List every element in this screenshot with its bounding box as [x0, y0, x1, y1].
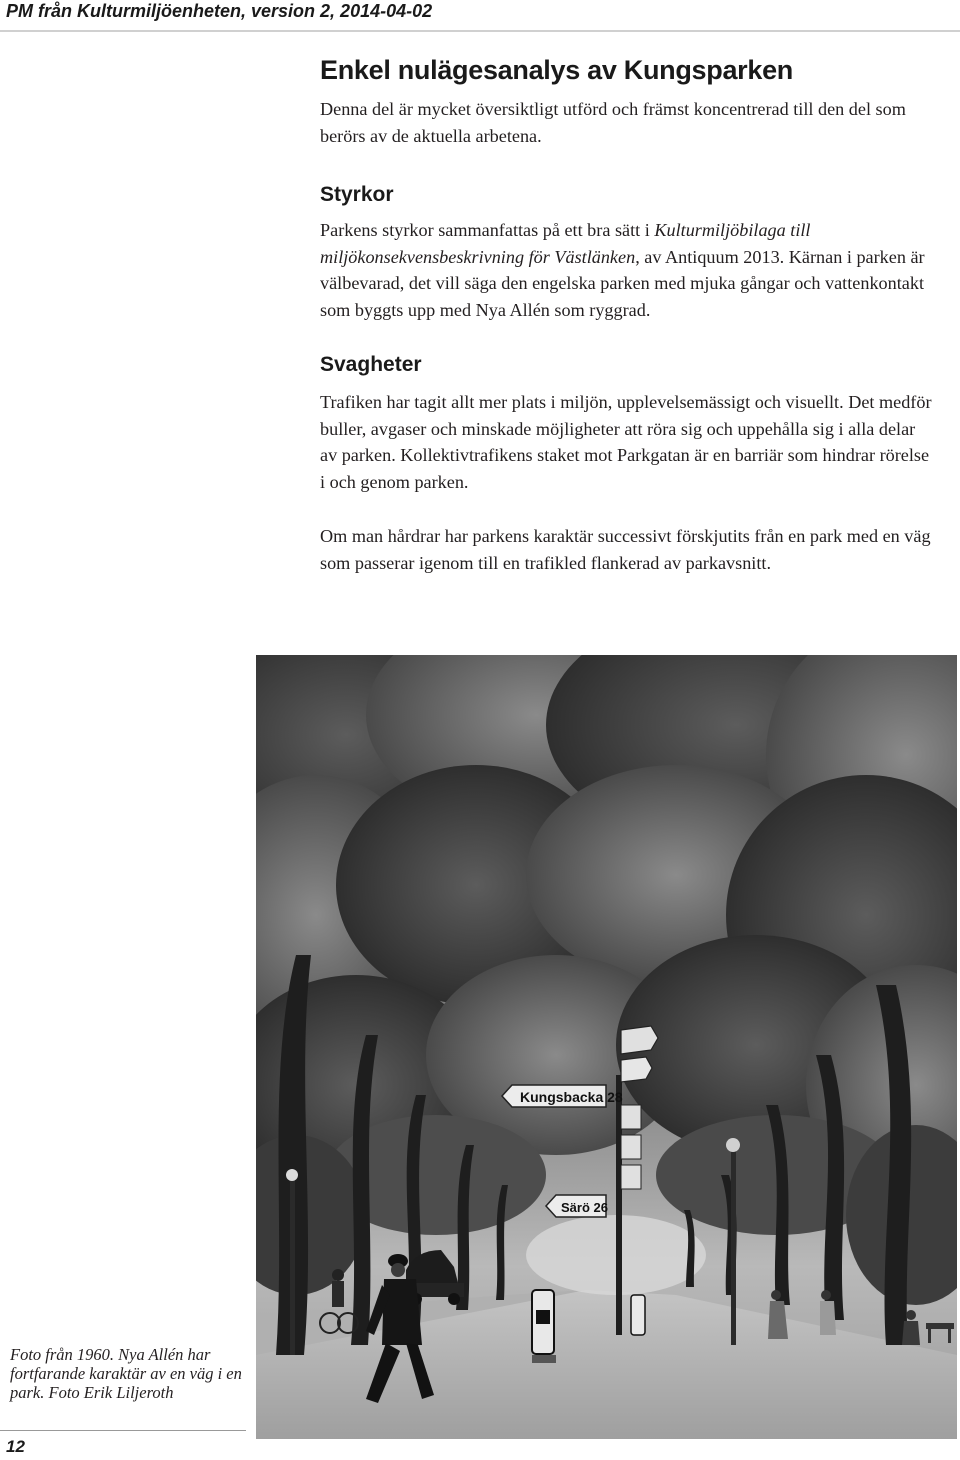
sign-saro: Särö 26 [561, 1200, 608, 1215]
styrkor-text-before: Parkens styrkor sammanfattas på ett bra sätt i [320, 220, 655, 240]
styrkor-heading: Styrkor [320, 183, 394, 206]
running-head: PM från Kulturmiljöenheten, version 2, 2014-04-02 [6, 1, 433, 21]
styrkor-text-after: , av Antiquum 2013. Kärnan i parken är välbevarad, det vill säga den engelska parken med mjuka gångar och vattenkontakt som byggts upp med Nya Allén som ryggrad. [320, 246, 925, 320]
intro-paragraph: Denna del är mycket översiktligt utförd och främst koncentrerad till den del som berörs av de aktuella arbetena. [320, 99, 906, 146]
page-number: 12 [6, 1437, 25, 1456]
styrkor-reference: Kulturmiljöbilaga till miljökonsekvensbeskrivning för Västlänken [320, 220, 811, 267]
article-title: Enkel nulägesanalys av Kungsparken [320, 55, 793, 85]
styrkor-paragraph [320, 217, 932, 323]
svagheter-paragraph-2: Om man hårdrar har parkens karaktär successivt förskjutits från en park med en väg som passerar igenom till en trafikled flankerad av parkavsnitt. [320, 526, 931, 573]
svagheter-paragraph-1: Trafiken har tagit allt mer plats i miljön, upplevelsemässigt och visuellt. Det medför buller, avgaser och minskade möjligheter att röra sig och uppehålla sig i alla delar av parken. Kollektivtrafikens staket mot Parkgatan är en barriär som hindrar rörelse i och genom parken. [320, 392, 932, 492]
historic-photo [256, 655, 957, 1439]
header-rule [0, 30, 960, 32]
svagheter-heading: Svagheter [320, 353, 422, 376]
article-body [320, 52, 932, 576]
sign-kungsbacka: Kungsbacka 28 [520, 1089, 623, 1105]
footer-rule [0, 1430, 246, 1431]
photo-caption: Foto från 1960. Nya Allén har fortfarande karaktär av en väg i en park. Foto Erik Liljeroth [10, 1345, 242, 1402]
